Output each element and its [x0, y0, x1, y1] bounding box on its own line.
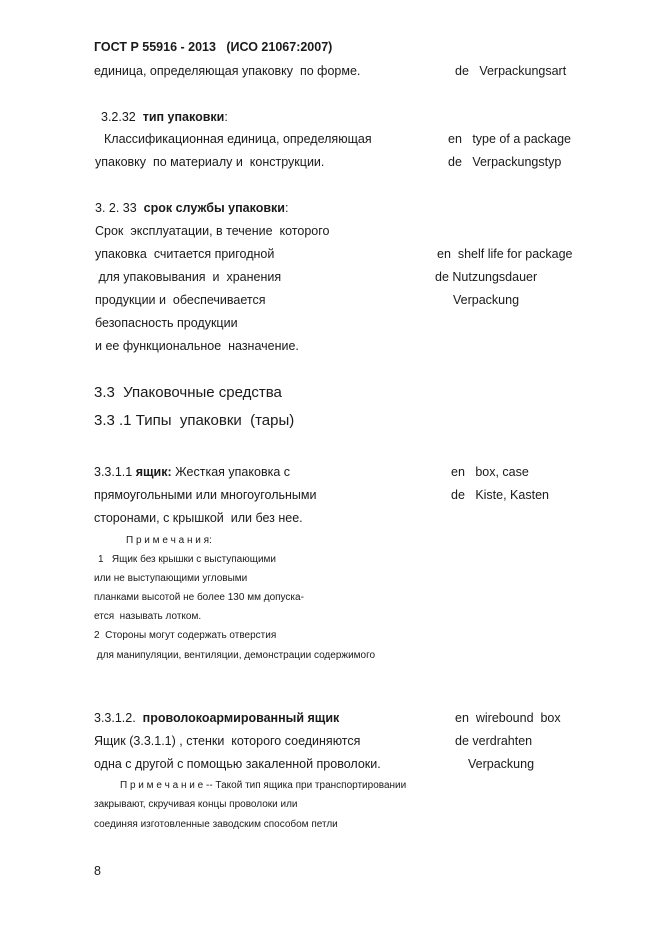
- term-definition-line: упаковку по материалу и конструкции.: [95, 155, 325, 169]
- note-line: соединяя изготовленные заводским способом петли: [94, 819, 338, 830]
- term-entry-3-3-1-2: [94, 711, 339, 726]
- term-definition-line: одна с другой с помощью закаленной проволоки.: [94, 757, 381, 771]
- term-definition-line: сторонами, с крышкой или без нее.: [94, 511, 303, 525]
- term-title: ящик:: [135, 465, 172, 479]
- term-entry-3-2-33: [95, 201, 288, 216]
- german-equivalent: de Verpackungstyp: [448, 155, 562, 169]
- term-definition-line: упаковка считается пригодной: [95, 247, 275, 261]
- term-definition-continuation: единица, определяющая упаковку по форме.: [94, 64, 361, 78]
- english-equivalent: en shelf life for package: [437, 247, 573, 261]
- term-definition-line: безопасность продукции: [95, 316, 238, 330]
- term-definition-line: прямоугольными или многоугольными: [94, 488, 317, 502]
- note-line: 1 Ящик без крышки с выступающими: [98, 554, 277, 565]
- note-line: планками высотой не более 130 мм допуска-: [94, 592, 304, 603]
- german-equivalent: de Verpackungsart: [455, 64, 567, 78]
- term-title: срок службы упаковки: [143, 201, 285, 215]
- term-number: 3.2.32: [101, 110, 136, 124]
- term-title: тип упаковки: [142, 110, 225, 124]
- note-line: закрывают, скручивая концы проволоки или: [94, 799, 298, 810]
- term-colon: :: [284, 201, 289, 215]
- term-number: 3.3.1.1: [94, 465, 133, 479]
- english-equivalent: en box, case: [451, 465, 529, 479]
- term-definition-line: и ее функциональное назначение.: [95, 339, 299, 353]
- note-line: ется называть лотком.: [94, 611, 202, 622]
- term-definition-line: Ящик (3.3.1.1) , стенки которого соединяются: [94, 734, 361, 748]
- english-equivalent: en type of a package: [448, 132, 572, 146]
- term-colon: :: [224, 110, 228, 124]
- note-line: или не выступающими угловыми: [94, 573, 248, 584]
- term-entry-3-2-32: [101, 110, 228, 125]
- term-definition-line: Срок эксплуатации, в течение которого: [95, 224, 330, 238]
- german-equivalent: de Nutzungsdauer: [435, 270, 538, 284]
- term-definition-start: Жесткая упаковка с: [175, 465, 290, 479]
- term-definition-line: для упаковывания и хранения: [95, 270, 282, 284]
- document-header: ГОСТ Р 55916 - 2013 (ИСО 21067:2007): [94, 40, 333, 54]
- page-number: 8: [94, 864, 101, 878]
- term-definition-line: Классификационная единица, определяющая: [104, 132, 372, 146]
- term-definition-line: продукции и обеспечивается: [95, 293, 266, 307]
- term-entry-3-3-1-1: [94, 465, 290, 480]
- german-equivalent-continuation: Verpackung: [453, 293, 520, 307]
- note-label: П р и м е ч а н и е --: [120, 780, 213, 791]
- term-title: проволокоармированный ящик: [142, 711, 340, 725]
- notes-label: П р и м е ч а н и я:: [126, 535, 212, 546]
- note-line: для манипуляции, вентиляции, демонстрации содержимого: [94, 650, 376, 661]
- term-number: 3. 2. 33: [95, 201, 137, 215]
- german-equivalent-continuation: Verpackung: [468, 757, 535, 771]
- section-heading: 3.3 Упаковочные средства: [94, 384, 282, 401]
- note-line: [120, 779, 406, 792]
- subsection-heading: 3.3 .1 Типы упаковки (тары): [94, 412, 295, 429]
- note-line: 2 Стороны могут содержать отверстия: [94, 630, 277, 641]
- note-text: Такой тип ящика при транспортировании: [212, 780, 407, 791]
- term-number: 3.3.1.2.: [94, 711, 136, 725]
- english-equivalent: en wirebound box: [455, 711, 561, 725]
- german-equivalent: de verdrahten: [455, 734, 533, 748]
- german-equivalent: de Kiste, Kasten: [451, 488, 549, 502]
